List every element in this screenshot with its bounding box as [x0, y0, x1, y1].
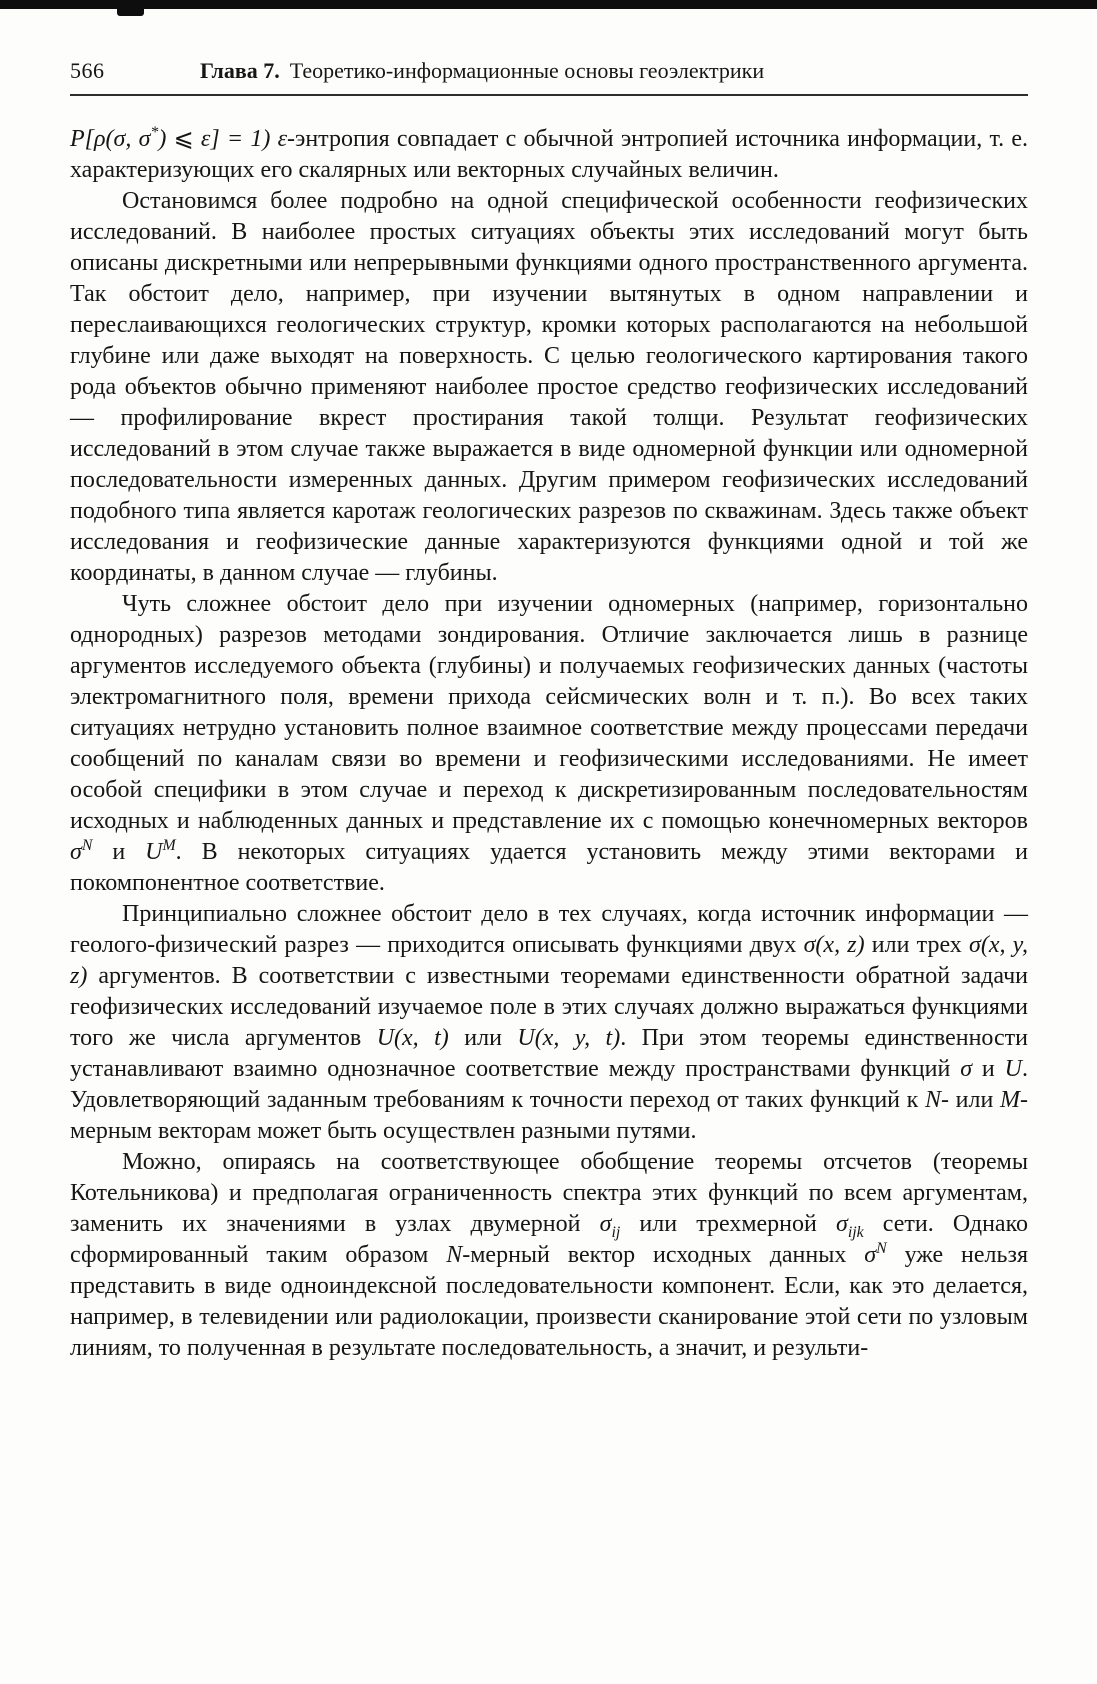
inline-math: U [1004, 1056, 1023, 1082]
text-run: или трехмерной [620, 1211, 836, 1237]
scan-artifact-top-edge [0, 0, 1097, 9]
inline-math: M [1000, 1087, 1021, 1113]
text-run: - или [941, 1087, 1001, 1113]
paragraph [70, 186, 1028, 589]
chapter-heading [200, 58, 764, 84]
text-run: Можно, опираясь на соответствующее обобщение теоремы отсчетов (теоремы Котельникова) и предполагая ограниченность спектра этих функций по всем аргументам, заменить их значениями в узлах двумерной [70, 1149, 1028, 1237]
inline-math: $\sigma^N$ [864, 1240, 887, 1268]
paragraph [70, 1147, 1028, 1364]
body-text [70, 124, 1028, 1364]
inline-math: σ [960, 1056, 973, 1082]
inline-math: σ(x, y, z) [70, 932, 1029, 989]
page-number: 566 [70, 58, 105, 83]
running-header [70, 58, 1028, 96]
inline-math: U(x, t) [376, 1025, 449, 1051]
text-run: уже нельзя представить в виде одноиндексной последовательности компонент. Если, как это делается, например, в телевидении или радиолокации, произвести сканирование этой сети по узловым линиям, то полученная в результате последовательность, а значит, и результи- [70, 1242, 1028, 1361]
paragraph [70, 124, 1028, 186]
text-run: Принципиально сложнее обстоит дело в тех случаях, когда источник информации — геолого-физический разрез — приходится описывать функциями двух [70, 901, 1028, 958]
text-run: Остановимся более подробно на одной специфической особенности геофизических исследований. В наиболее простых ситуациях объекты этих исследований могут быть описаны дискретными или непрерывными функциями одного пространственного аргумента. Так обстоит дело, например, при изучении вытянутых в одном направлении и переслаивающихся геологических структур, кромки которых располагаются на небольшой глубине или даже выходят на поверхность. С целью геологического картирования такого рода объектов обычно применяют наиболее простое средство геофизических исследований — профилирование вкрест простирания такой толщи. Результат геофизических исследований в этом случае также выражается в виде одномерной функции или одномерной последовательности измеренных данных. Другим примером геофизических исследований подобного типа является каротаж геологических разрезов по скважинам. Здесь также объект исследования и геофизические данные характеризуются функциями одной и той же координаты, в данном случае — глубины. [70, 188, 1028, 586]
text-run: сети. Однако сформированный таким образом [70, 1211, 1029, 1268]
text-run: . При этом теоремы единственности устанавливают взаимно однозначное соответствие между пространствами функций [70, 1025, 1029, 1082]
text-run: -мерным векторам может быть осуществлен разными путями. [70, 1087, 1029, 1144]
text-run: . В некоторых ситуациях удается установить между этими векторами и покомпонентное соответствие. [70, 839, 1029, 896]
inline-math: N [925, 1087, 942, 1113]
text-run: аргументов. В соответствии с известными теоремами единственности обратной задачи геофизических исследований изучаемое поле в этих случаях должно выражаться функциями того же числа аргументов [70, 963, 1028, 1051]
inline-math: U(x, y, t) [517, 1025, 621, 1051]
text-run: -мерный вектор исходных данных [462, 1242, 865, 1268]
text-run: -энтропия совпадает с обычной энтропией источника информации, т. е. характеризующих его скалярных или векторных случайных величин. [70, 126, 1029, 183]
text-run: Чуть сложнее обстоит дело при изучении одномерных (например, горизонтально однородных) разрезов методами зондирования. Отличие заключается лишь в разнице аргументов исследуемого объекта (глубины) и получаемых геофизических данных (частоты электромагнитного поля, времени прихода сейсмических волн и т. п.). Во всех таких ситуациях нетрудно установить полное взаимное соответствие между процессами передачи сообщений по каналам связи во времени и геофизическими исследованиями. Не имеет особой специфики в этом случае и переход к дискретизированным последовательностям исходных и наблюденных данных и представление их с помощью конечномерных векторов [70, 591, 1028, 834]
chapter-title: Теоретико-информационные основы геоэлектрики [289, 58, 765, 83]
inline-math: $U^M$ [145, 837, 176, 865]
inline-math: P[ρ(σ, σ* [70, 124, 159, 152]
paragraph [70, 589, 1028, 899]
inline-math: ε [277, 126, 288, 152]
text-run [270, 126, 277, 152]
paragraph [70, 899, 1028, 1147]
inline-math: $\sigma_{ij}$ [599, 1211, 621, 1241]
scan-artifact-tab [117, 9, 144, 16]
text-run: или трех [864, 932, 969, 958]
inline-math: $\sigma^N$ [70, 837, 93, 865]
inline-math: ) ⩽ ε] = 1) [158, 126, 271, 152]
inline-math: $\sigma_{ijk}$ [835, 1211, 864, 1241]
inline-math: σ(x, z) [803, 932, 865, 958]
text-run: и [92, 839, 146, 865]
text-run: и [972, 1056, 1005, 1082]
chapter-label: Глава 7. [200, 58, 280, 83]
text-run: или [448, 1025, 518, 1051]
inline-math: N [446, 1242, 463, 1268]
text-run: . Удовлетворяющий заданным требованиям к точности переход от таких функций к [70, 1056, 1029, 1113]
